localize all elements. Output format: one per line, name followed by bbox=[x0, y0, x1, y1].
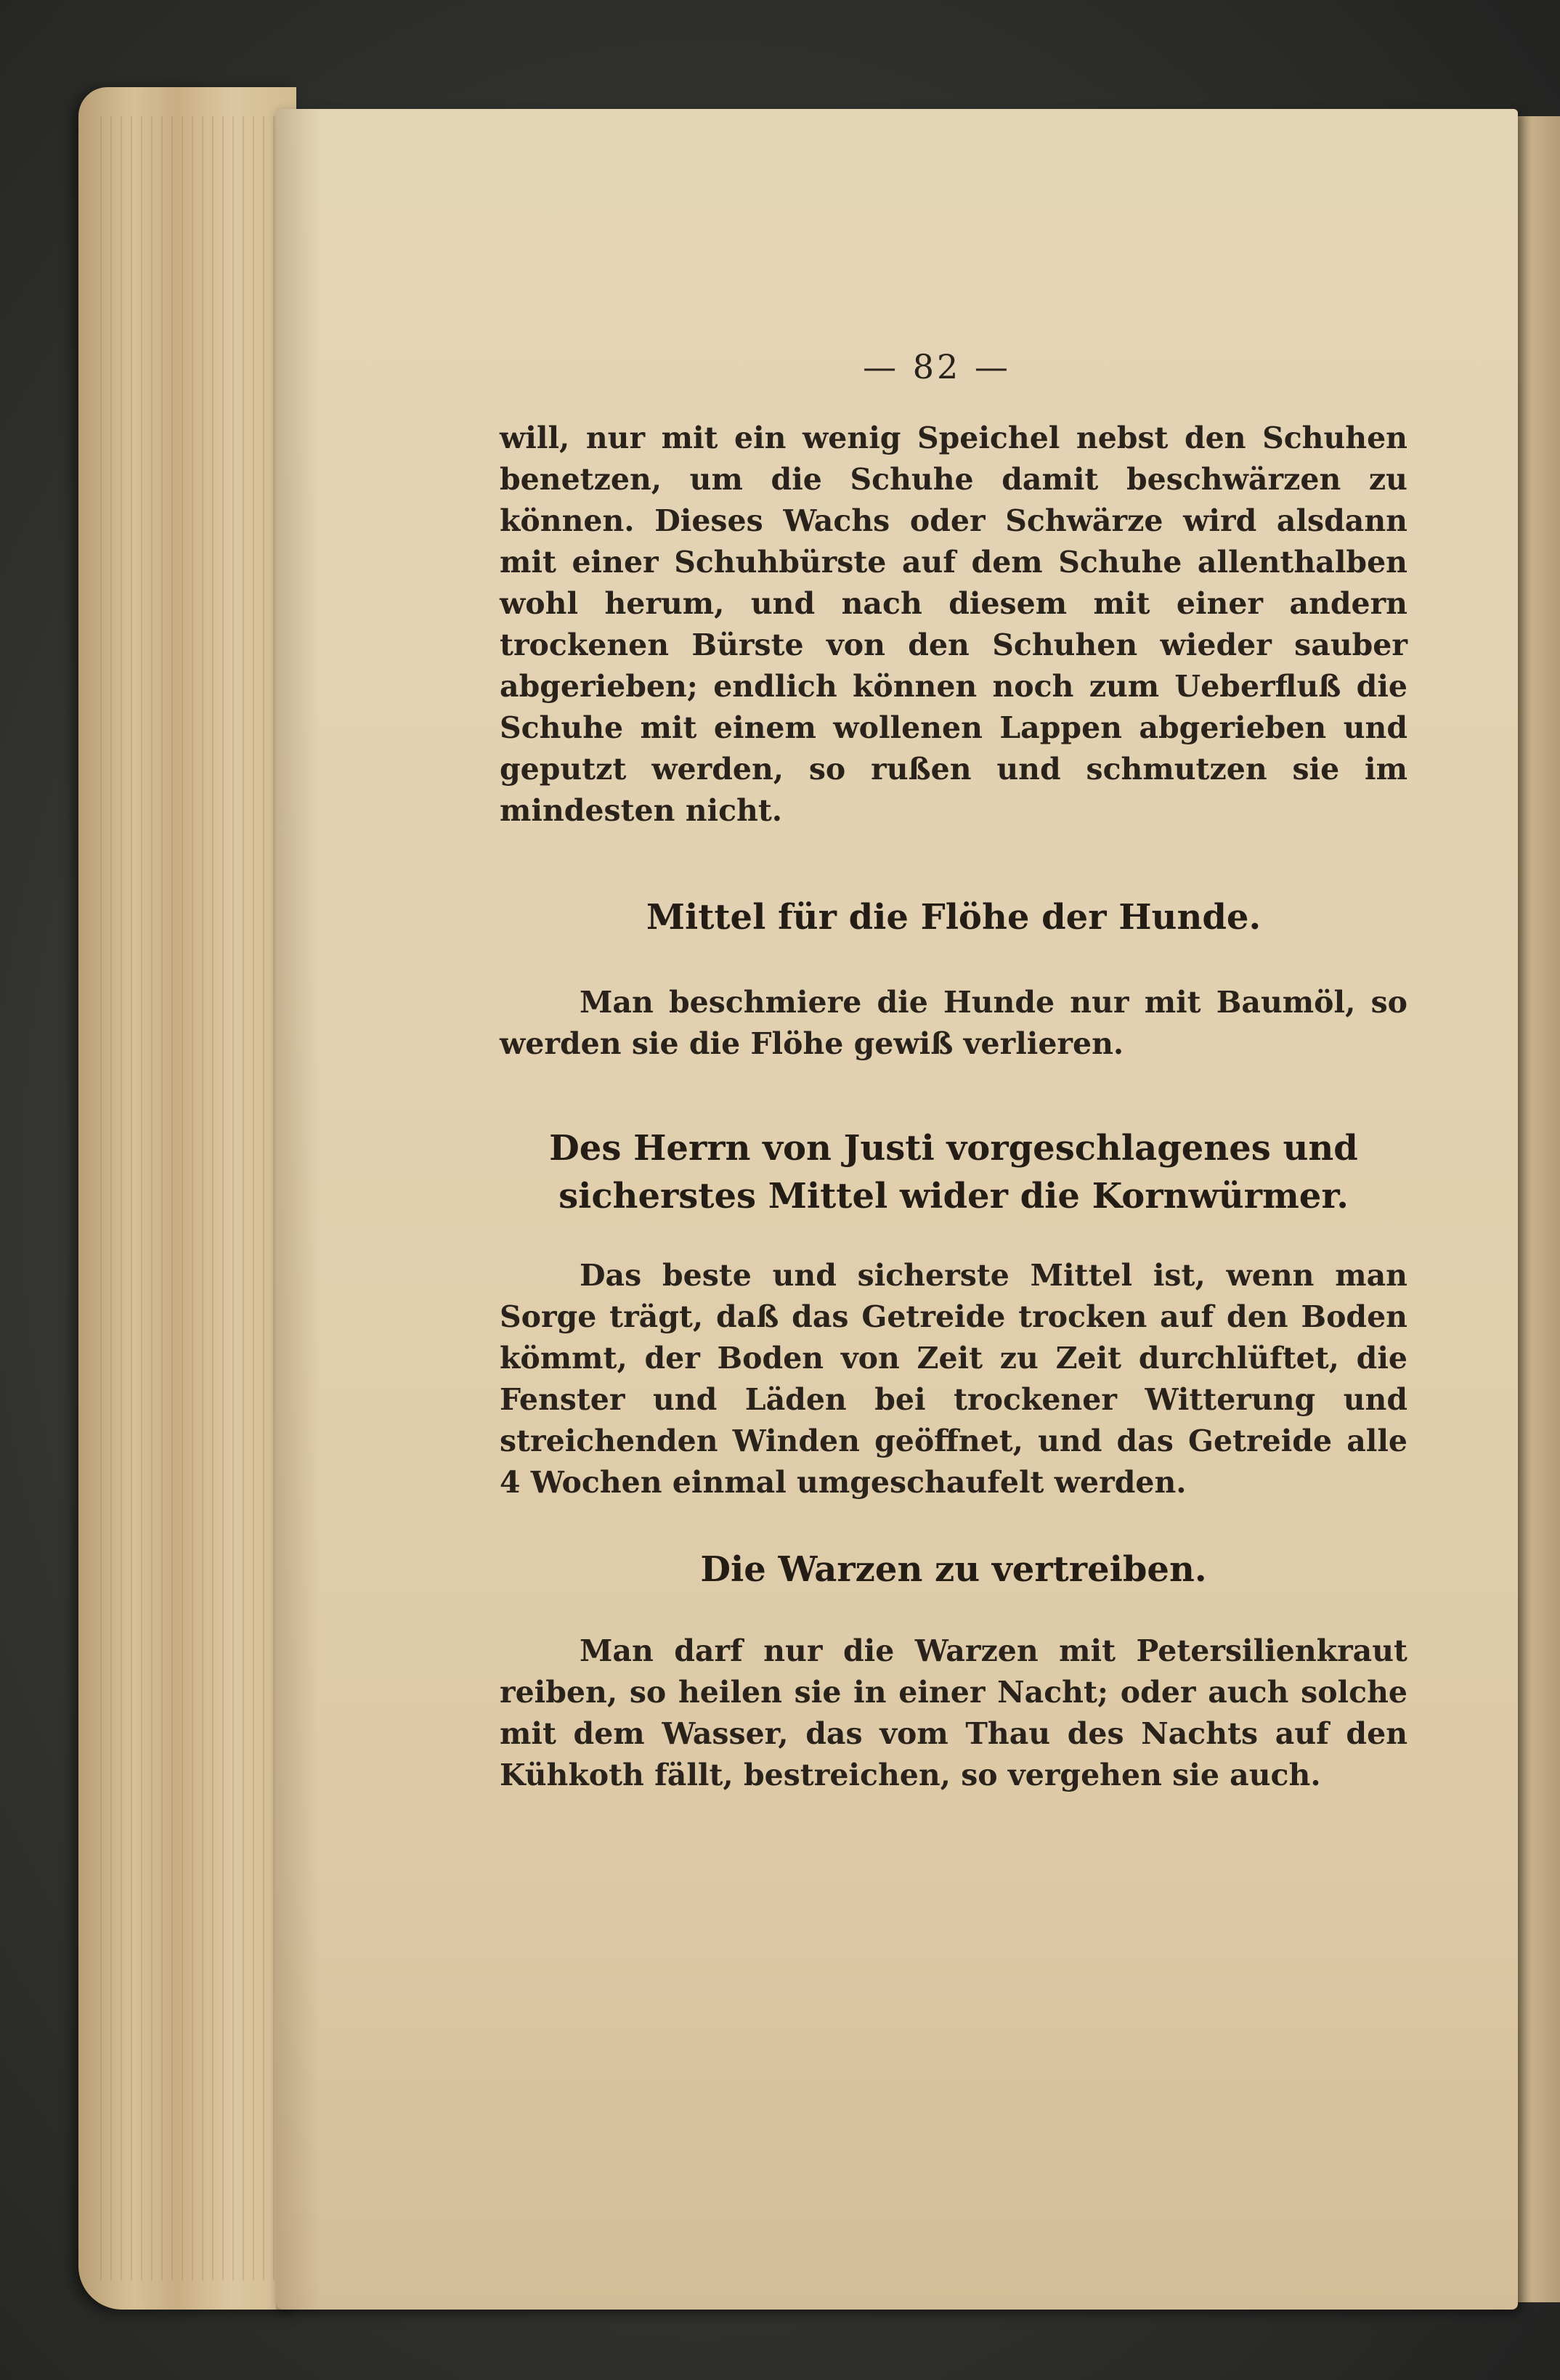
paragraph-shoe-polish: will, nur mit ein wenig Speichel nebst den Schuhen benetzen, um die Schuhe damit beschwärzen zu können. Dieses Wachs oder Schwärze wird alsdann mit einer Schuhbürste auf dem Schuhe allenthalben wohl herum, und nach diesem mit einer andern trockenen Bürste von den Schuhen wieder sauber abgerieben; endlich können noch zum Ueberfluß die Schuhe mit einem wollenen Lappen abgerieben und geputzt werden, so rußen und schmutzen sie im mindesten nicht. bbox=[500, 421, 1407, 828]
page-number: — 82 — bbox=[863, 347, 1011, 386]
heading-warts: Die Warzen zu vertreiben. bbox=[700, 1549, 1207, 1590]
paragraph-corn-worms: Das beste und sicherste Mittel ist, wenn man Sorge trägt, daß das Getreide trocken auf den Boden kömmt, der Boden von Zeit zu Zeit durchlüftet, die Fenster und Läden bei trockener Witterung und streichenden Winden geöffnet, und das Getreide alle 4 Wochen einmal umgeschaufelt werden. bbox=[500, 1258, 1407, 1500]
paragraph-warts: Man darf nur die Warzen mit Petersilienkraut reiben, so heilen sie in einer Nacht; oder auch solche mit dem Wasser, das vom Thau des Nachts auf den Kühkoth fällt, bestreichen, so vergehen sie auch. bbox=[500, 1633, 1407, 1792]
heading-fleas: Mittel für die Flöhe der Hunde. bbox=[646, 897, 1262, 938]
heading-corn-worms: Des Herrn von Justi vorgeschlagenes und sicherstes Mittel wider die Kornwürmer. bbox=[549, 1128, 1358, 1217]
page-edges bbox=[78, 87, 296, 2310]
paragraph-fleas: Man beschmiere die Hunde nur mit Baumöl, so werden sie die Flöhe gewiß verlieren. bbox=[500, 985, 1407, 1061]
facing-page-edge bbox=[1514, 116, 1560, 2302]
